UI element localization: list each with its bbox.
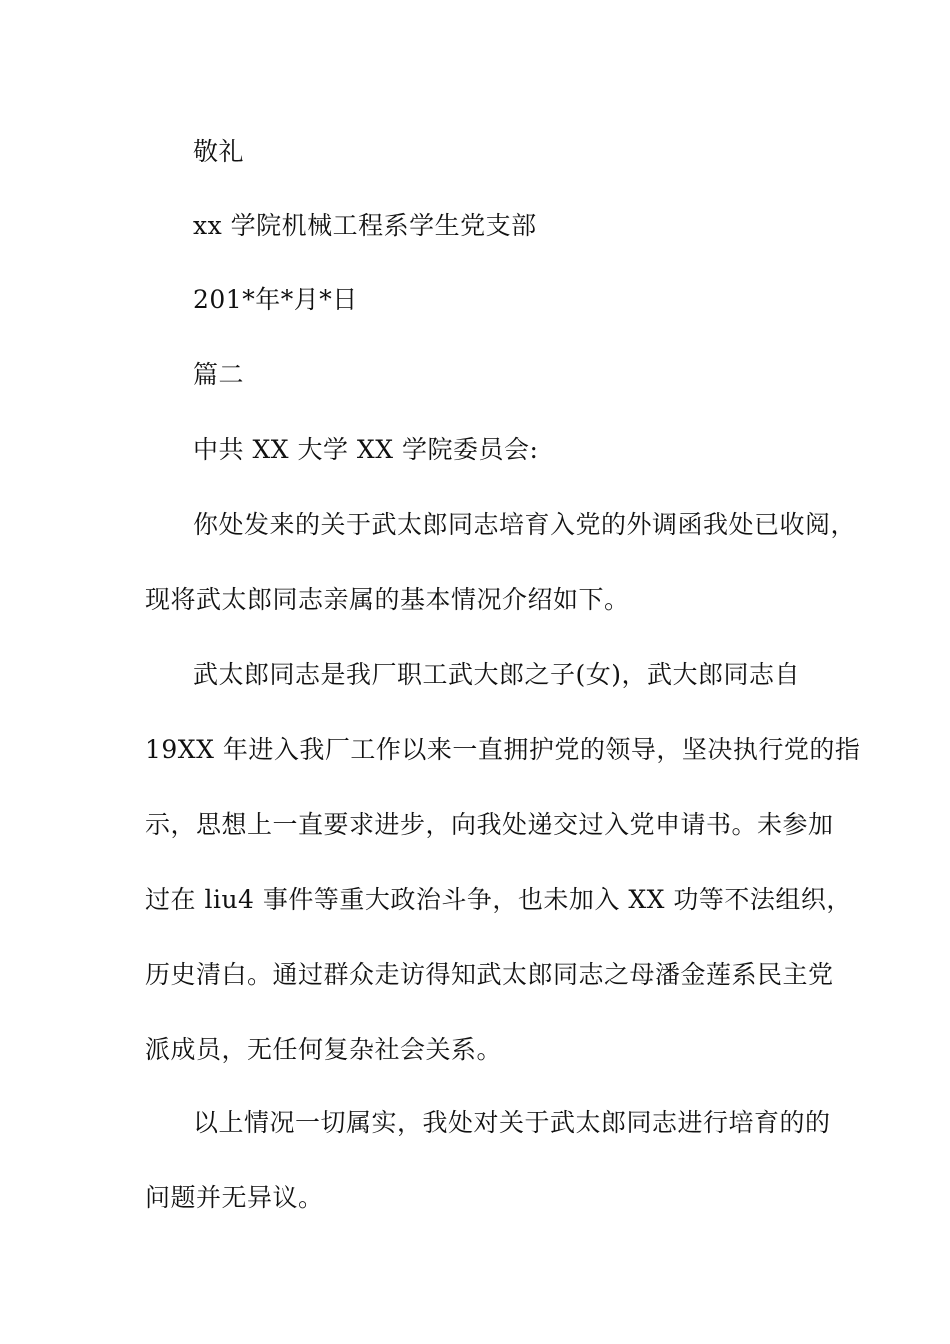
signature-organization: xx 学院机械工程系学生党支部	[193, 211, 537, 240]
paragraph-3-line-2: 问题并无异议。	[145, 1183, 324, 1212]
closing-salutation: 敬礼	[193, 137, 245, 166]
signature-date: 201*年*月*日	[193, 285, 358, 314]
recipient-line: 中共 XX 大学 XX 学院委员会:	[193, 435, 539, 464]
paragraph-1-line-1: 你处发来的关于武太郎同志培育入党的外调函我处已收阅，	[193, 510, 857, 539]
paragraph-2-line-5: 历史清白。通过群众走访得知武太郎同志之母潘金莲系民主党	[145, 960, 834, 989]
paragraph-2-line-1: 武太郎同志是我厂职工武大郎之子(女)，武大郎同志自	[193, 660, 801, 689]
paragraph-3-line-1: 以上情况一切属实，我处对关于武太郎同志进行培育的的	[193, 1108, 831, 1137]
paragraph-2-line-4: 过在 liu4 事件等重大政治斗争，也未加入 XX 功等不法组织，	[145, 885, 852, 914]
paragraph-2-line-3: 示，思想上一直要求进步，向我处递交过入党申请书。未参加	[145, 810, 834, 839]
paragraph-2-line-2: 19XX 年进入我厂工作以来一直拥护党的领导，坚决执行党的指	[145, 735, 861, 764]
section-heading: 篇二	[193, 360, 245, 389]
paragraph-2-line-6: 派成员，无任何复杂社会关系。	[145, 1035, 503, 1064]
paragraph-1-line-2: 现将武太郎同志亲属的基本情况介绍如下。	[145, 585, 630, 614]
